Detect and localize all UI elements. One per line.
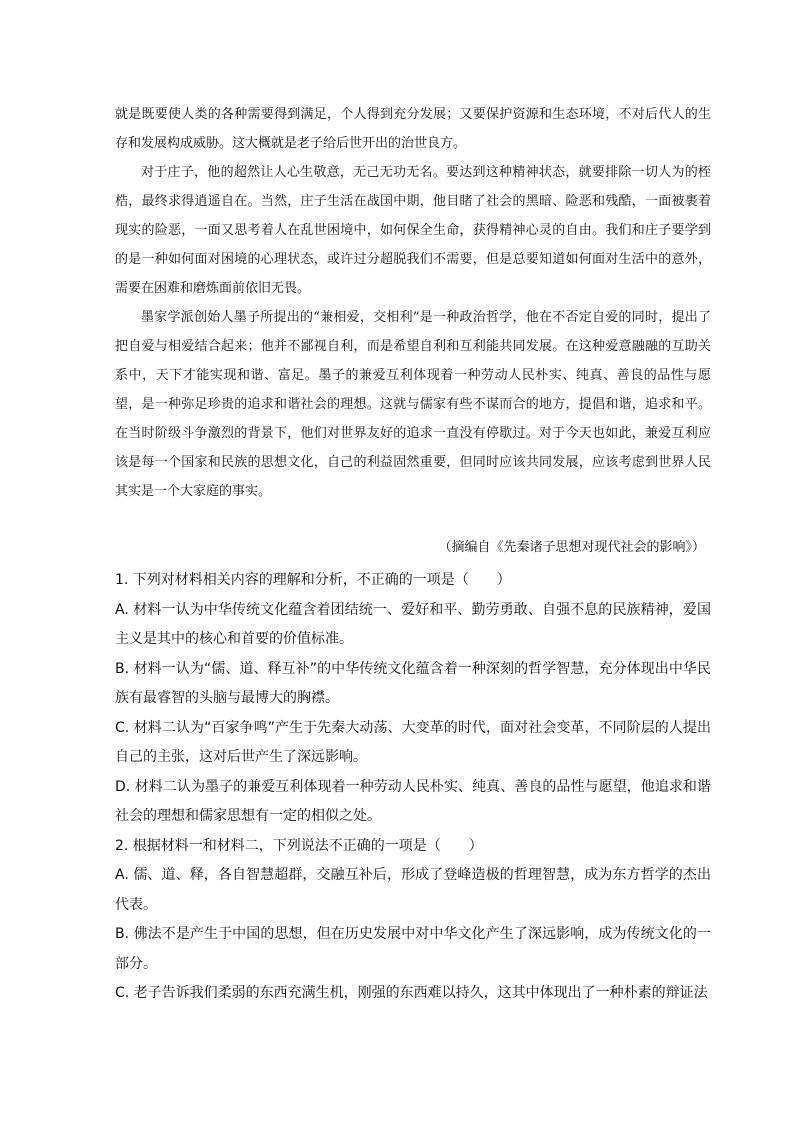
passage-paragraph: 墨家学派创始人墨子所提出的“兼相爱，交相利”是一种政治哲学，他在不否定自爱的同时，提出了把自爱与相爱结合起来；他并不鄙视自利，而是希望自利和互利能共同发展。在这种爱意融融的互助关系中，天下才能实现和谐、富足。墨子的兼爱互利体现着一种劳动人民朴实、纯真、善良的品性与愿望，是一种弥足珍贵的追求和谐社会的理想。这就与儒家有些不谋而合的地方，提倡和谐，追求和平。在当时阶级斗争激烈的背景下，他们对世界友好的追求一直没有停歇过。对于今天也如此，兼爱互利应该是每一个国家和民族的思想文化，自己的利益固然重要，但同时应该共同发展，应该考虑到世界人民其实是一个大家庭的事实。	[115, 310, 711, 499]
question-option: B. 佛法不是产生于中国的思想，但在历史发展中对中华文化产生了深远影响，成为传统文化的一部分。	[115, 926, 711, 972]
passage-paragraph: 就是既要使人类的各种需要得到满足，个人得到充分发展；又要保护资源和生态环境，不对后代人的生存和发展构成威胁。这大概就是老子给后世开出的治世良方。	[115, 107, 711, 151]
question-list	[115, 566, 711, 1009]
question-option: C. 老子告诉我们柔弱的东西充满生机，刚强的东西难以持久，这其中体现出了一种朴素的辩证法	[115, 985, 708, 1001]
question-option: B. 材料一认为“儒、道、释互补”的中华传统文化蕴含着一种深刻的哲学智慧，充分体现出中华民族有最睿智的头脑与最博大的胸襟。	[115, 660, 711, 706]
question-stem: 1. 下列对材料相关内容的理解和分析，不正确的一项是（ ）	[115, 572, 511, 588]
question-option: D. 材料二认为墨子的兼爱互利体现着一种劳动人民朴实、纯真、善良的品性与愿望，他追求和谐社会的理想和儒家思想有一定的相似之处。	[115, 778, 711, 824]
question-option: C. 材料二认为“百家争鸣”产生于先秦大动荡、大变革的时代，面对社会变革，不同阶层的人提出自己的主张，这对后世产生了深远影响。	[115, 719, 711, 765]
question-option: A. 材料一认为中华传统文化蕴含着团结统一、爱好和平、勤劳勇敢、自强不息的民族精神，爱国主义是其中的核心和首要的价值标准。	[115, 601, 711, 647]
passage-source: （摘编自《先秦诸子思想对现代社会的影响》）	[438, 540, 705, 555]
question-option: A. 儒、道、释，各自智慧超群，交融互补后，形成了登峰造极的哲理智慧，成为东方哲学的杰出代表。	[115, 867, 711, 913]
reading-passage	[115, 100, 711, 506]
question-stem: 2. 根据材料一和材料二，下列说法不正确的一项是（ ）	[115, 837, 483, 854]
passage-paragraph: 对于庄子，他的超然让人心生敬意，无己无功无名。要达到这种精神状态，就要排除一切人为的桎梏，最终求得逍遥自在。当然，庄子生活在战国中期，他目睹了社会的黑暗、险恶和残酷，一面被裹着现实的险恶，一面又思考着人在乱世困境中，如何保全生命，获得精神心灵的自由。我们和庄子要学到的是一种如何面对困境的心理状态，或许过分超脱我们不需要，但是总要知道如何面对生活中的意外，需要在困难和磨炼面前依旧无畏。	[115, 165, 711, 296]
